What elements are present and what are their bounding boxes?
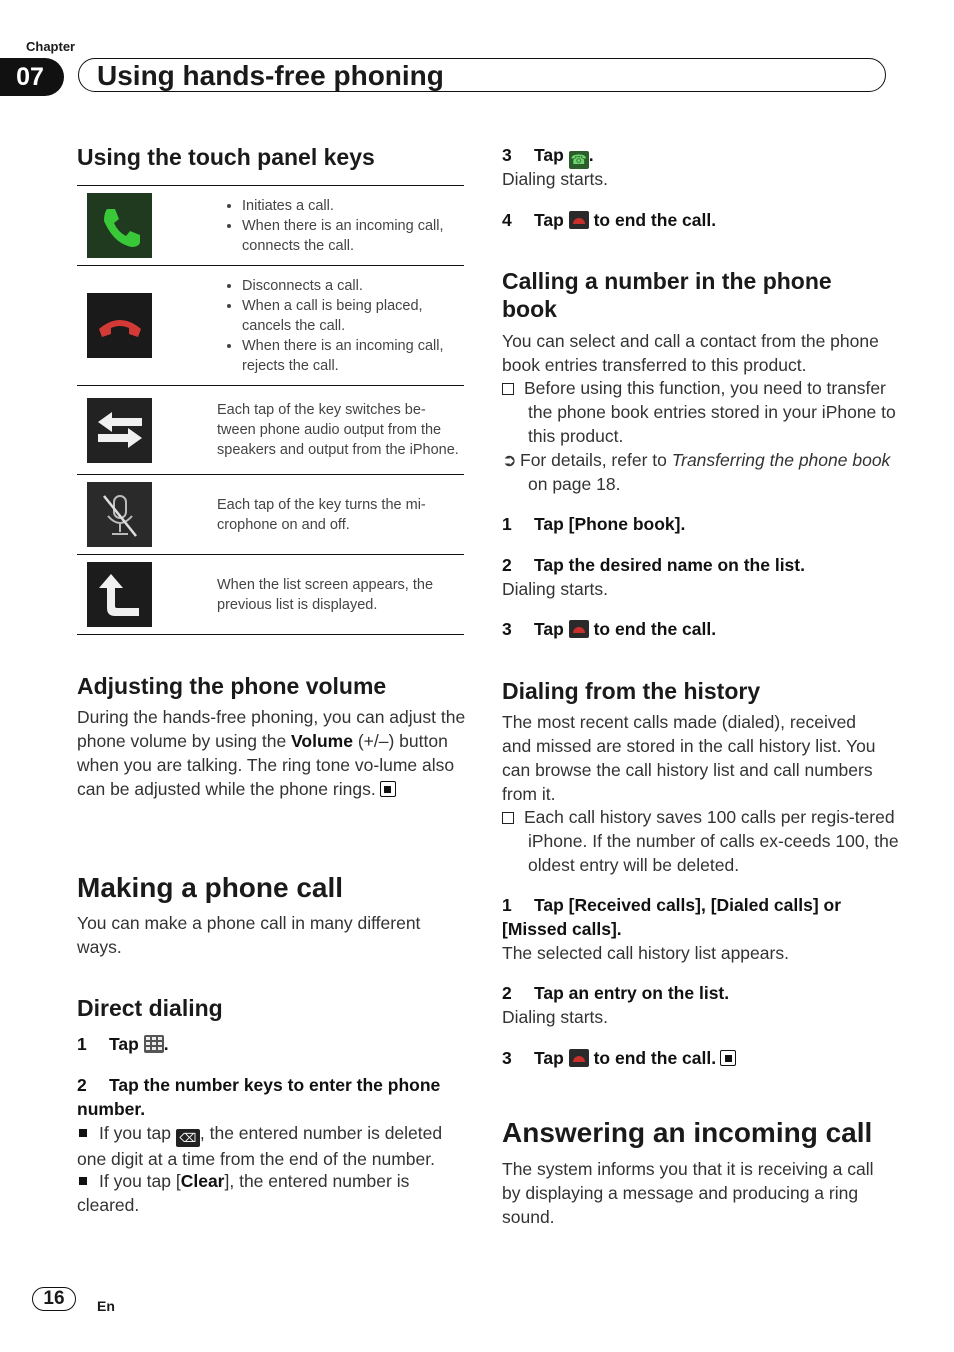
step-number: 3 xyxy=(502,1048,512,1068)
history-intro: The most recent calls made (dialed), received and missed are stored in the call history list. You can browse the call history list and call numbers from it. xyxy=(502,712,876,804)
delete-key-icon: ⌫ xyxy=(176,1129,200,1147)
answering-text: The system informs you that it is receiving a call by displaying a message and producing a ring sound. xyxy=(502,1159,874,1227)
phonebook-step-2 xyxy=(502,553,805,577)
reference-text: on page 18. xyxy=(528,474,621,494)
note-text: , the entered number is deleted one digit at a time from the end of the number. xyxy=(77,1123,443,1169)
switch-key-desc: Each tap of the key switches be-tween phone audio output from the speakers and output from the iPhone. xyxy=(217,386,464,475)
list-item: • When there is an incoming call, rejects the call. xyxy=(242,336,460,376)
phone-end-icon xyxy=(87,293,152,358)
step-number: 3 xyxy=(502,145,512,165)
end-mark-icon xyxy=(720,1050,736,1066)
phonebook-note xyxy=(502,376,898,448)
phonebook-step-1 xyxy=(502,512,685,536)
step-text: Tap xyxy=(109,1034,139,1054)
note-text: Before using this function, you need to transfer the phone book entries stored in your iPhone to this product. xyxy=(524,378,896,446)
direct-dialing-heading: Direct dialing xyxy=(77,995,223,1021)
reference-arrow-icon: ➲ xyxy=(502,450,517,470)
bullet-icon xyxy=(79,1177,87,1185)
step-number: 1 xyxy=(502,514,512,534)
making-call-text: You can make a phone call in many different ways. xyxy=(77,913,421,957)
phone-end-icon xyxy=(569,620,589,638)
history-step-2-desc: Dialing starts. xyxy=(502,1007,609,1027)
making-call-heading: Making a phone call xyxy=(77,872,344,903)
table-row xyxy=(77,386,464,475)
note-text: If you tap [ xyxy=(99,1171,181,1191)
direct-note-2 xyxy=(77,1169,457,1217)
direct-note-1 xyxy=(77,1121,457,1171)
step-text: Tap xyxy=(534,210,564,230)
dial-step-4 xyxy=(502,208,716,232)
list-item: • Disconnects a call. xyxy=(242,276,460,296)
table-row xyxy=(77,186,464,266)
table-row xyxy=(77,266,464,386)
step-number: 2 xyxy=(77,1075,87,1095)
history-step-1-desc: The selected call history list appears. xyxy=(502,943,789,963)
history-note xyxy=(502,805,903,877)
phonebook-heading: Calling a number in the phone book xyxy=(502,268,832,322)
answering-heading: Answering an incoming call xyxy=(502,1117,873,1148)
step-text: Tap [Received calls], [Dialed calls] or [Missed calls]. xyxy=(502,895,842,939)
end-mark-icon xyxy=(380,781,396,797)
phone-end-icon xyxy=(569,211,589,229)
volume-text xyxy=(77,705,467,801)
phone-end-icon xyxy=(569,1049,589,1067)
mic-mute-icon xyxy=(87,482,152,547)
history-step-3 xyxy=(502,1046,736,1070)
step-text: to end the call. xyxy=(593,1048,717,1068)
checkbox-bullet-icon xyxy=(502,383,514,395)
phonebook-step-3 xyxy=(502,617,716,641)
step-text: Tap the number keys to enter the phone number. xyxy=(77,1075,441,1119)
step-text: to end the call. xyxy=(593,210,717,230)
step-number: 2 xyxy=(502,983,512,1003)
table-row xyxy=(77,555,464,635)
note-text: If you tap xyxy=(99,1123,171,1143)
step-number: 3 xyxy=(502,619,512,639)
list-item: • When a call is being placed, cancels the call. xyxy=(242,296,460,336)
reference-link-title: Transferring the phone book xyxy=(671,450,891,470)
step-number: 2 xyxy=(502,555,512,575)
step-text: to end the call. xyxy=(593,619,717,639)
page-language: En xyxy=(97,1298,115,1314)
phone-call-icon xyxy=(87,193,152,258)
chapter-label: Chapter xyxy=(26,39,76,54)
volume-heading: Adjusting the phone volume xyxy=(77,673,387,699)
phonebook-reference xyxy=(502,448,898,496)
step-text: Tap the desired name on the list. xyxy=(534,555,805,575)
step-text: Tap [Phone book]. xyxy=(534,514,686,534)
phonebook-intro: You can select and call a contact from the phone book entries transferred to this product. xyxy=(502,331,879,375)
mic-key-desc: Each tap of the key turns the mi-crophone on and off. xyxy=(217,475,464,555)
chapter-title: Using hands-free phoning xyxy=(97,60,444,91)
clear-key-label: Clear xyxy=(180,1171,225,1191)
table-row xyxy=(77,475,464,555)
phonebook-step-2-desc: Dialing starts. xyxy=(502,579,609,599)
step-text: Tap an entry on the list. xyxy=(534,983,730,1003)
list-item: • Initiates a call. xyxy=(242,196,460,216)
history-step-2 xyxy=(502,981,729,1005)
back-key-desc: When the list screen appears, the previous list is displayed. xyxy=(217,555,464,635)
note-text: ], the entered number is cleared. xyxy=(77,1171,410,1215)
step-text: Tap xyxy=(534,145,564,165)
back-arrow-icon xyxy=(87,562,152,627)
keypad-icon xyxy=(144,1035,164,1053)
direct-step-2 xyxy=(77,1073,467,1121)
switch-arrows-icon xyxy=(87,398,152,463)
step-number: 4 xyxy=(502,210,512,230)
chapter-number: 07 xyxy=(0,58,64,96)
reference-text: For details, refer to xyxy=(520,450,672,470)
bullet-icon xyxy=(79,1129,87,1137)
dial-step-3 xyxy=(502,143,594,169)
list-item: • When there is an incoming call, connects the call. xyxy=(242,216,460,256)
step-text: Tap xyxy=(534,1048,564,1068)
direct-step-1: 1 Tap . xyxy=(77,1034,169,1054)
page-number: 16 xyxy=(32,1287,76,1311)
history-step-1 xyxy=(502,893,882,941)
step-text: . xyxy=(588,145,594,165)
dial-step-3-desc: Dialing starts. xyxy=(502,169,609,189)
step-number: 1 xyxy=(502,895,512,915)
note-text: Each call history saves 100 calls per regis-tered iPhone. If the number of calls ex-ceeds 100, the oldest entry will be deleted. xyxy=(524,807,899,875)
volume-text-part: (+/–) button when you are talking. The ring tone vo-lume also can be adjusted while the phone rings. xyxy=(77,731,455,799)
checkbox-bullet-icon xyxy=(502,812,514,824)
history-heading: Dialing from the history xyxy=(502,678,761,704)
step-text: Tap xyxy=(534,619,564,639)
volume-button-label: Volume xyxy=(291,731,353,751)
volume-text-part: During the hands-free phoning, you can adjust the phone volume by using the xyxy=(77,707,466,751)
touch-keys-heading: Using the touch panel keys xyxy=(77,144,375,170)
step-number: 1 xyxy=(77,1034,87,1054)
touch-keys-table xyxy=(77,185,464,635)
